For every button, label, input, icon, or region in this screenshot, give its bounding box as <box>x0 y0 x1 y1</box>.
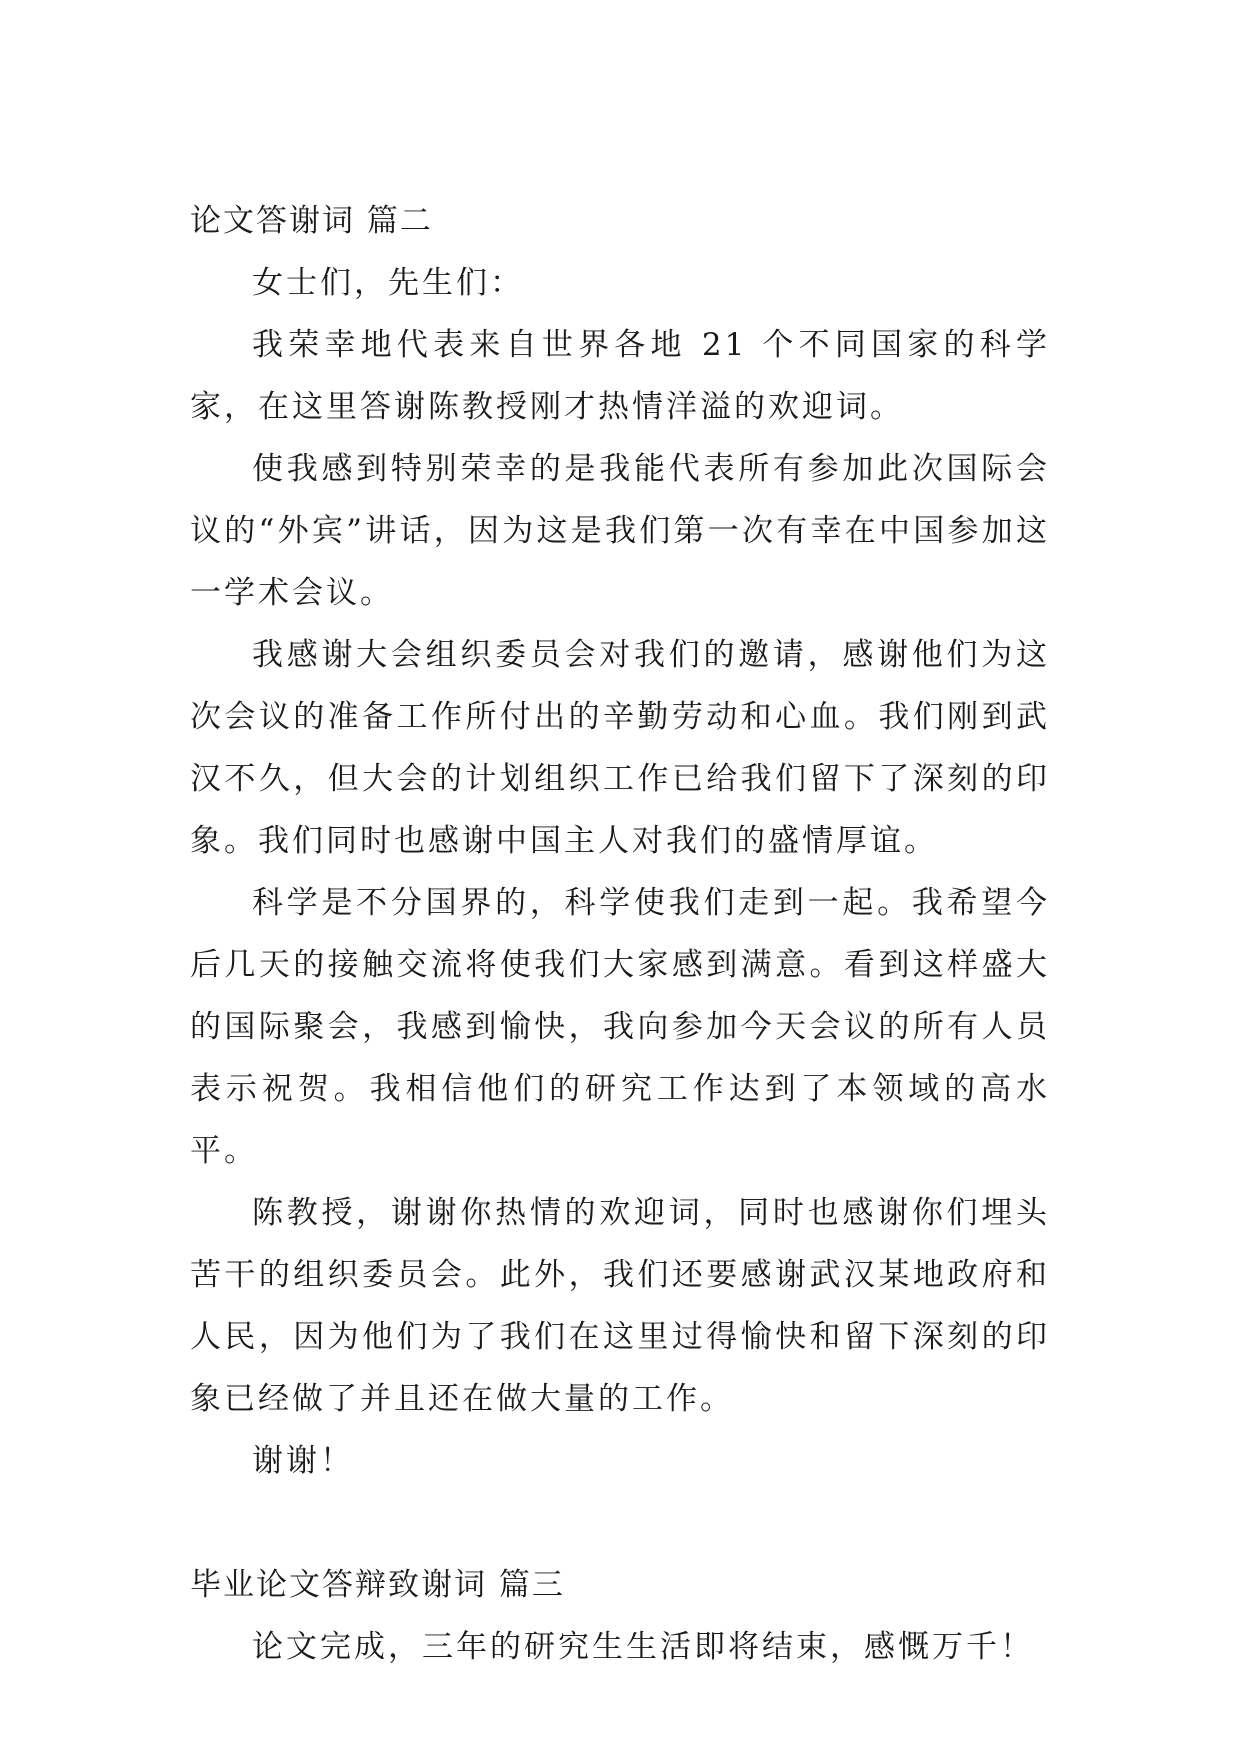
section-title: 毕业论文答辩致谢词 篇三 <box>190 1567 565 1603</box>
paragraph: 论文完成，三年的研究生生活即将结束，感慨万千！ <box>252 1629 1034 1665</box>
paragraph: 科学是不分国界的，科学使我们走到一起。我希望今后几天的接触交流将使我们大家感到满意。看到这样盛大的国际聚会，我感到愉快，我向参加今天会议的所有人员表示祝贺。我相信他们的研究工作达到了本领域的高水平。 <box>190 885 1050 1169</box>
section-title: 论文答谢词 篇二 <box>190 203 433 239</box>
paragraph: 我感谢大会组织委员会对我们的邀请，感谢他们为这次会议的准备工作所付出的辛勤劳动和心血。我们刚到武汉不久，但大会的计划组织工作已给我们留下了深刻的印象。我们同时也感谢中国主人对我们的盛情厚谊。 <box>190 637 1050 859</box>
document-page <box>190 190 1050 1678</box>
section-spacer <box>190 1492 1050 1554</box>
paragraph: 陈教授，谢谢你热情的欢迎词，同时也感谢你们埋头苦干的组织委员会。此外，我们还要感谢武汉某地政府和人民，因为他们为了我们在这里过得愉快和留下深刻的印象已经做了并且还在做大量的工作。 <box>190 1195 1050 1417</box>
paragraph: 谢谢！ <box>252 1443 354 1479</box>
paragraph: 女士们，先生们： <box>252 265 524 301</box>
paragraph: 我荣幸地代表来自世界各地 21 个不同国家的科学家，在这里答谢陈教授刚才热情洋溢的欢迎词。 <box>190 327 1050 425</box>
paragraph: 使我感到特别荣幸的是我能代表所有参加此次国际会议的“外宾”讲话，因为这是我们第一次有幸在中国参加这一学术会议。 <box>190 451 1050 611</box>
